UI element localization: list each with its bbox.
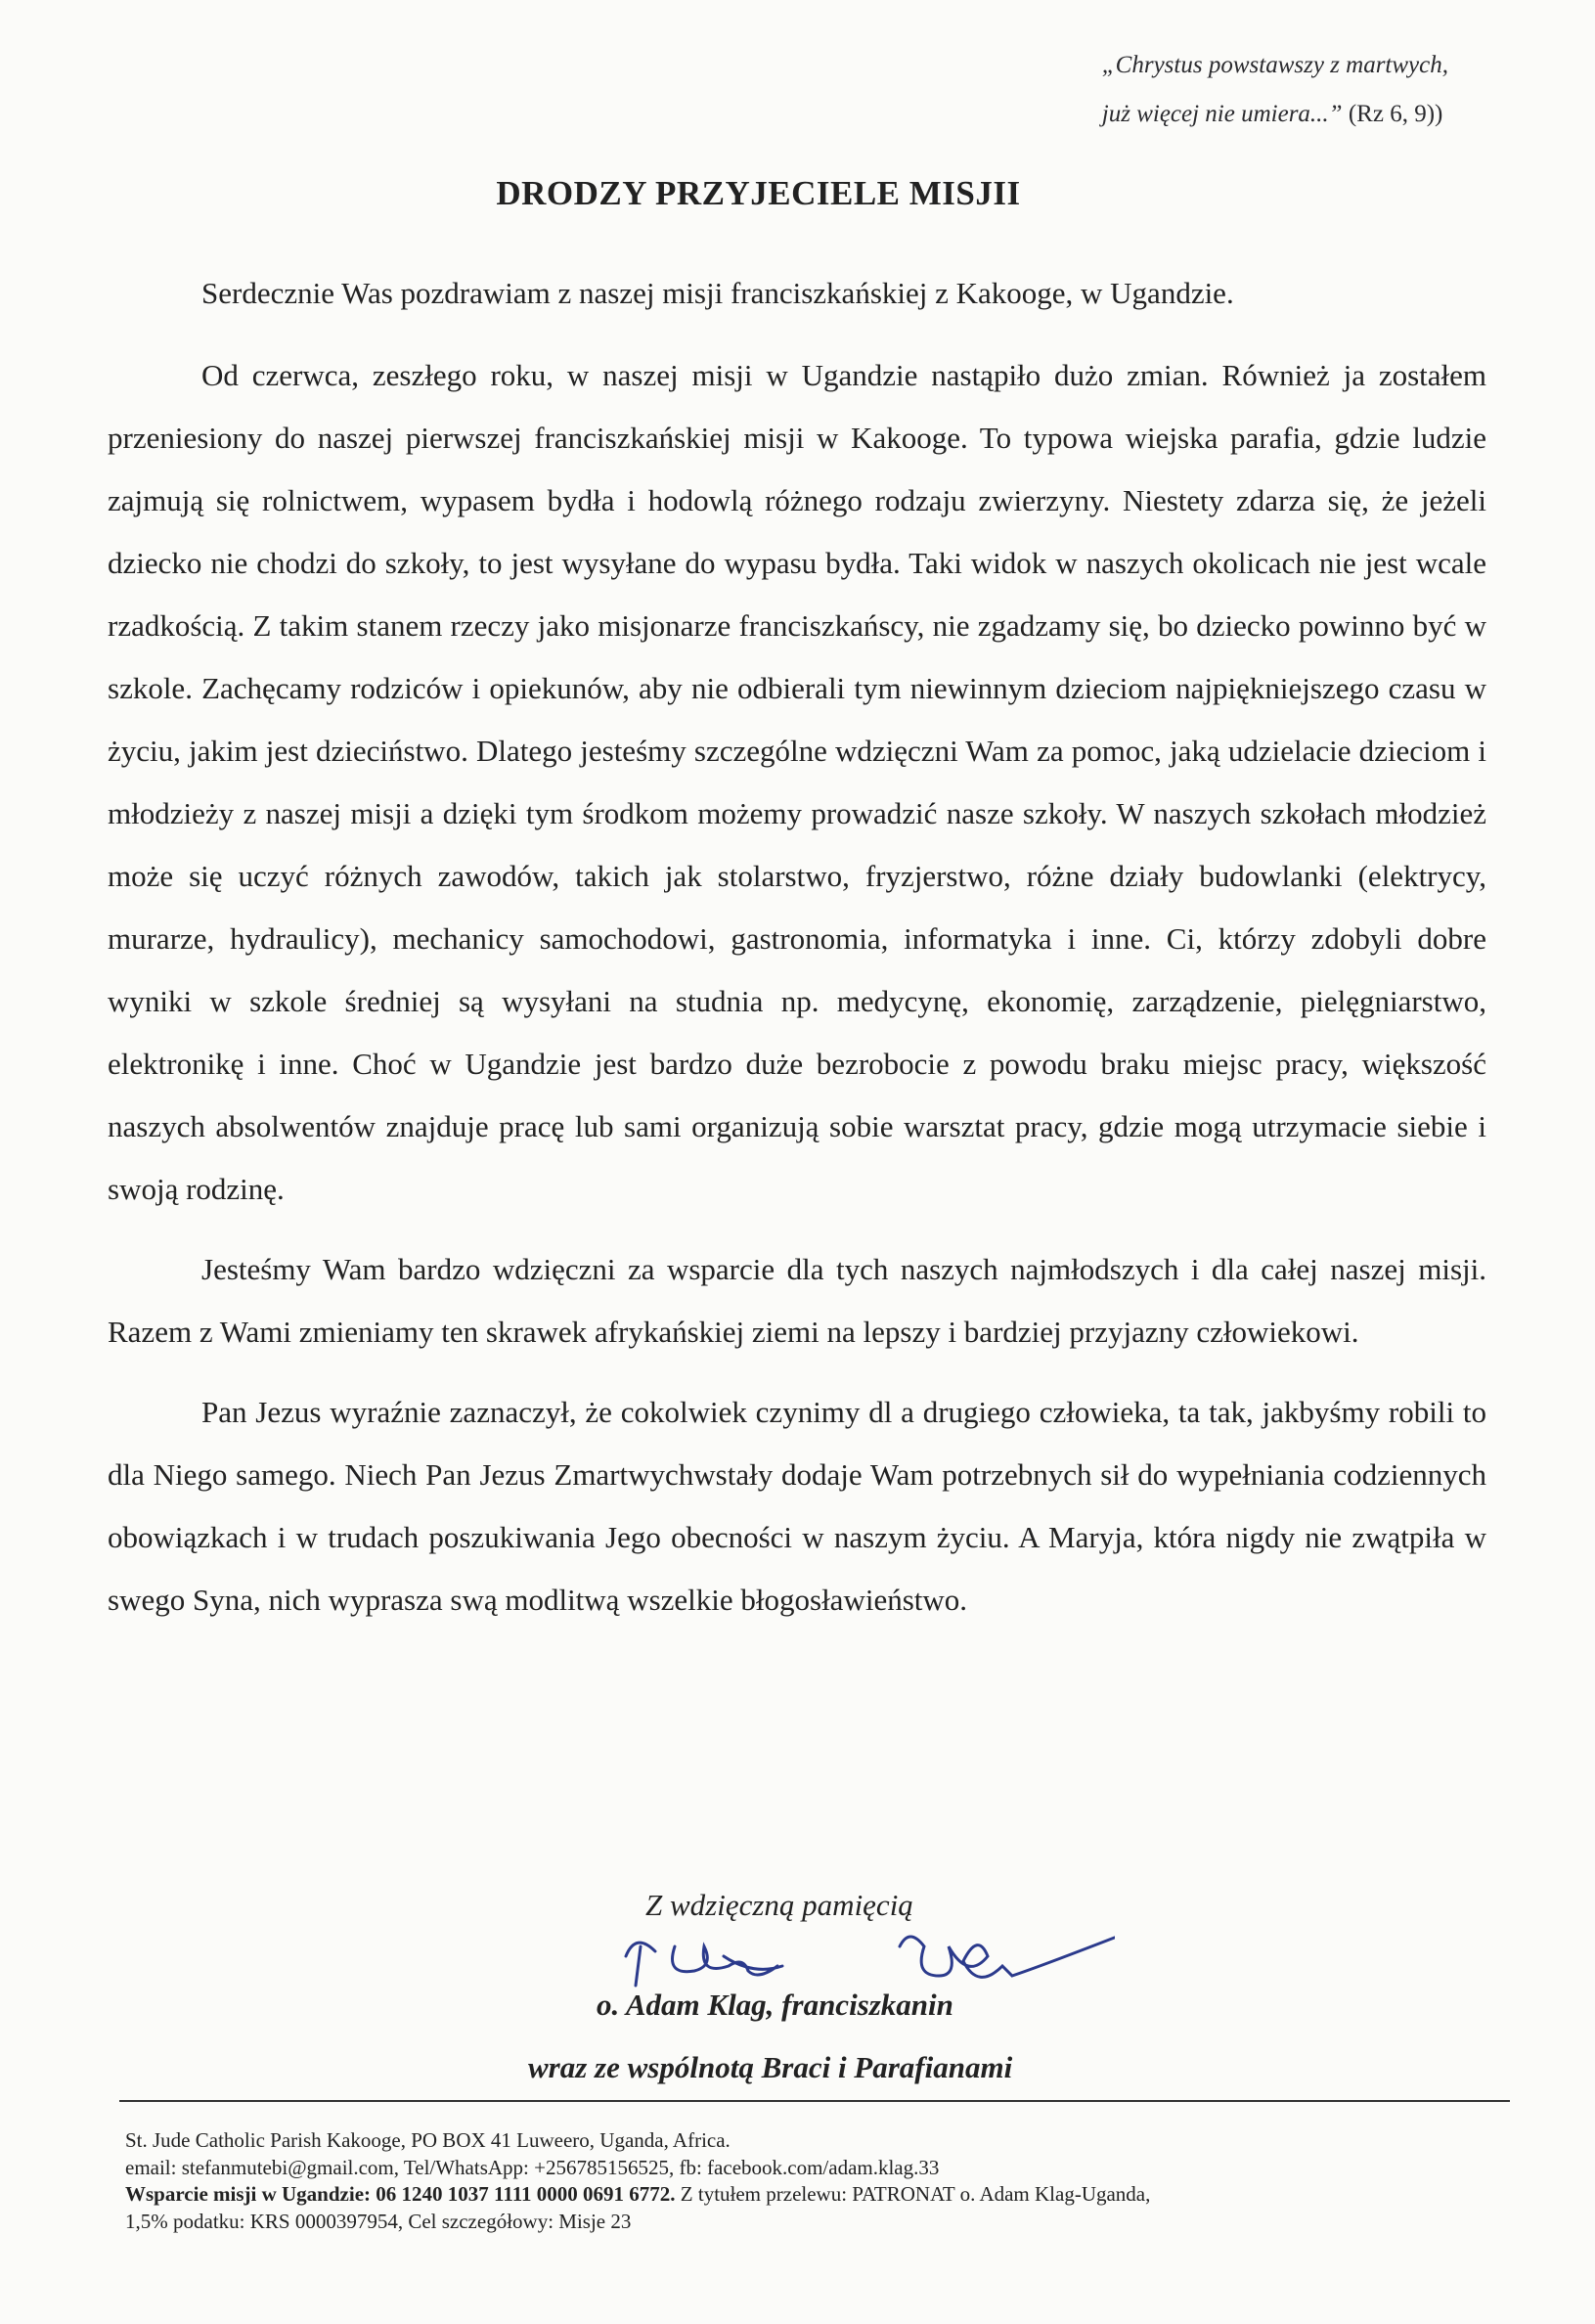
paragraph-3: Pan Jezus wyraźnie zaznaczył, że cokolwiek czynimy dl a drugiego człowieka, ta tak, jakbyśmy robili to dla Niego samego. Niech Pan Jezus Zmartwychwstały dodaje Wam potrzebnych sił do wypełniania codziennych obowiązkach i w trudach poszukiwania Jego obecności w naszym życiu. A Maryja, która nigdy nie zwątpiła w swego Syna, nich wyprasza swą modlitwą wszelkie błogosławieństwo. <box>108 1395 1486 1617</box>
motto-quote <box>1102 41 1448 139</box>
paragraph-2: Jesteśmy Wam bardzo wdzięczni za wsparcie dla tych naszych najmłodszych i dla całej naszej misji. Razem z Wami zmieniamy ten skrawek afrykańskiej ziemi na lepszy i bardziej przyjazny człowiekowi. <box>108 1252 1486 1349</box>
letter-title-text: DRODZY PRZYJECIELE MISJII <box>496 174 1021 212</box>
footer-address: St. Jude Catholic Parish Kakooge, PO BOX 41 Luweero, Uganda, Africa. <box>125 2128 731 2152</box>
community-line: wraz ze wspólnotą Braci i Parafianami <box>528 2050 1013 2084</box>
motto-line-2-text: już więcej nie umiera...” <box>1101 101 1343 127</box>
letter-body <box>108 262 1486 1631</box>
motto-line-2 <box>1102 90 1448 139</box>
footer-support-account: Wsparcie misji w Ugandzie: 06 1240 1037 1111 0000 0691 6772. <box>125 2182 676 2206</box>
greeting: Serdecznie Was pozdrawiam z naszej misji franciszkańskiej z Kakooge, w Ugandzie. <box>201 276 1234 310</box>
letter-title <box>0 174 1595 213</box>
paragraph-1: Od czerwca, zeszłego roku, w naszej misji w Ugandzie nastąpiło dużo zmian. Również ja zostałem przeniesiony do naszej pierwszej franciszkańskiej misji w Kakooge. To typowa wiejska parafia, gdzie ludzie zajmują się rolnictwem, wypasem bydła i hodowlą różnego rodzaju zwierzyny. Niestety zdarza się, że jeżeli dziecko nie chodzi do szkoły, to jest wysyłane do wypasu bydła. Taki widok w naszych okolicach nie jest wcale rzadkością. Z takim stanem rzeczy jako misjonarze franciszkańscy, nie zgadzamy się, bo dziecko powinno być w szkole. Zachęcamy rodziców i opiekunów, aby nie odbierali tym niewinnym dzieciom najpiękniejszego czasu w życiu, jakim jest dzieciństwo. Dlatego jesteśmy szczególne wdzięczni Wam za pomoc, jaką udzielacie dzieciom i młodzieży z naszej misji a dzięki tym środkom możemy prowadzić nasze szkoły. W naszych szkołach młodzież może się uczyć różnych zawodów, takich jak stolarstwo, fryzjerstwo, różne działy budowlanki (elektrycy, murarze, hydraulicy), mechanicy samochodowi, gastronomia, informatyka i inne. Ci, którzy zdobyli dobre wyniki w szkole średniej są wysyłani na studnia np. medycynę, ekonomię, zarządzenie, pielęgniarstwo, elektronikę i inne. Choć w Ugandzie jest bardzo duże bezrobocie z powodu braku miejsc pracy, większość naszych absolwentów znajduje pracę lub sami organizują sobie warsztat pracy, gdzie mogą utrzymacie siebie i swoją rodzinę. <box>108 358 1486 1206</box>
footer-support <box>125 2181 1514 2209</box>
footer <box>125 2127 1514 2235</box>
author-name: o. Adam Klag, franciszkanin <box>597 1988 953 2022</box>
footer-divider <box>119 2100 1510 2102</box>
motto-line-1: „Chrystus powstawszy z martwych, <box>1101 52 1448 78</box>
footer-transfer-note: Z tytułem przelewu: PATRONAT o. Adam Klag-Uganda, <box>675 2182 1151 2206</box>
motto-reference: (Rz 6, 9)) <box>1348 101 1443 127</box>
closing-regards: Z wdzięczną pamięcią <box>645 1888 913 1922</box>
footer-contact: email: stefanmutebi@gmail.com, Tel/WhatsApp: +256785156525, fb: facebook.com/adam.klag.33 <box>125 2155 940 2179</box>
footer-tax: 1,5% podatku: KRS 0000397954, Cel szczegółowy: Misje 23 <box>125 2209 632 2233</box>
